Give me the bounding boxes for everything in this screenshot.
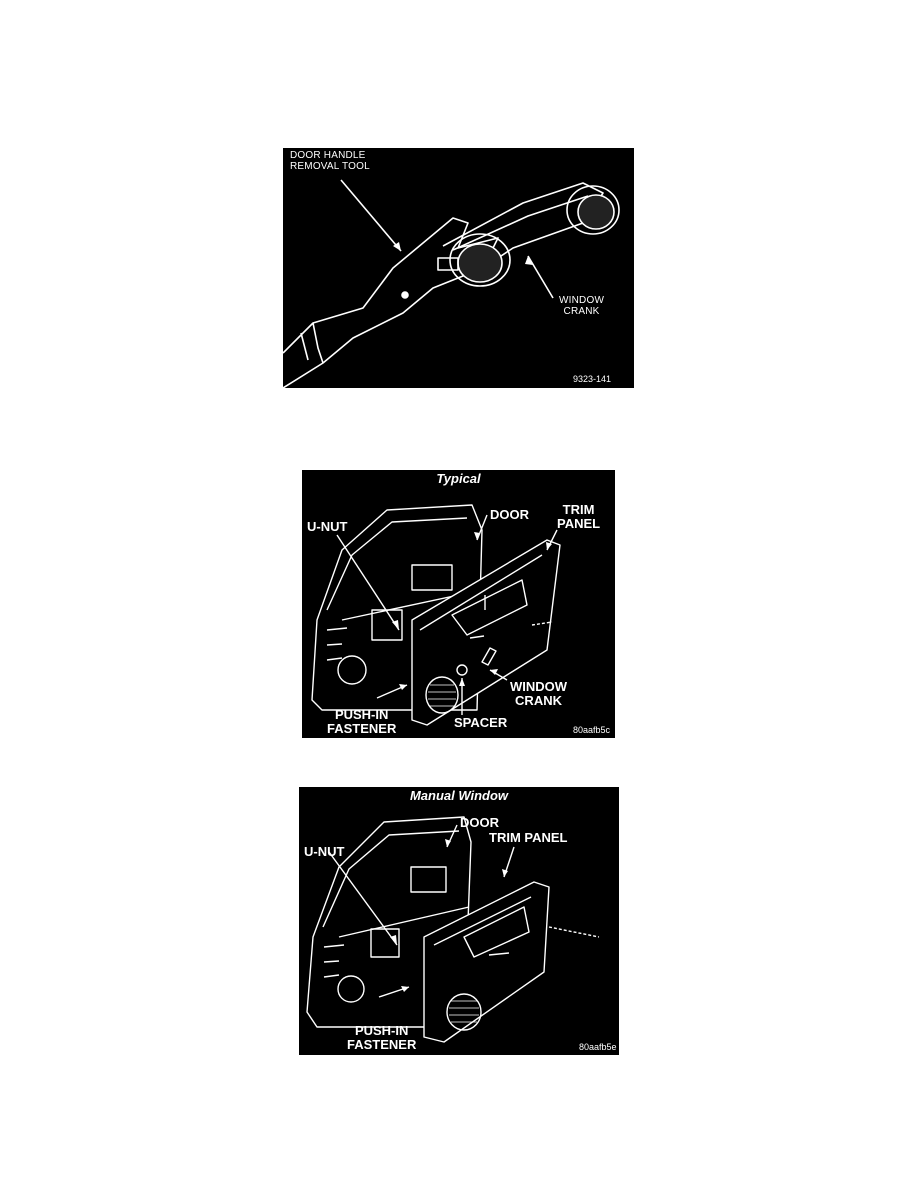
figure-code: 9323-141 <box>573 374 612 384</box>
label-door: DOOR <box>490 507 529 522</box>
figure-code: 80aafb5c <box>573 725 611 735</box>
label-trim-panel: TRIM PANEL <box>557 502 601 531</box>
label-push-in-fastener: PUSH-IN FASTENER <box>347 1023 417 1052</box>
figure-code: 80aafb5e <box>579 1042 617 1052</box>
label-trim-panel: TRIM PANEL <box>489 830 568 845</box>
figure-door-handle-tool <box>283 148 634 388</box>
door-trim-exploded-view <box>299 787 619 1055</box>
label-door: DOOR <box>460 815 499 830</box>
figure-title: Manual Window <box>409 788 509 803</box>
figure-manual-window-trim-panel <box>299 787 619 1055</box>
label-u-nut: U-NUT <box>307 519 348 534</box>
label-window-crank: WINDOW CRANK <box>559 295 605 317</box>
tool-crank-illustration <box>283 148 634 388</box>
label-door-handle-removal-tool: DOOR HANDLE REMOVAL TOOL <box>290 150 370 172</box>
label-spacer: SPACER <box>454 715 508 730</box>
label-u-nut: U-NUT <box>304 844 345 859</box>
label-push-in-fastener: PUSH-IN FASTENER <box>327 707 397 736</box>
figure-title: Typical <box>436 471 481 486</box>
figure-typical-trim-panel <box>302 470 615 738</box>
label-window-crank: WINDOW CRANK <box>510 679 568 708</box>
